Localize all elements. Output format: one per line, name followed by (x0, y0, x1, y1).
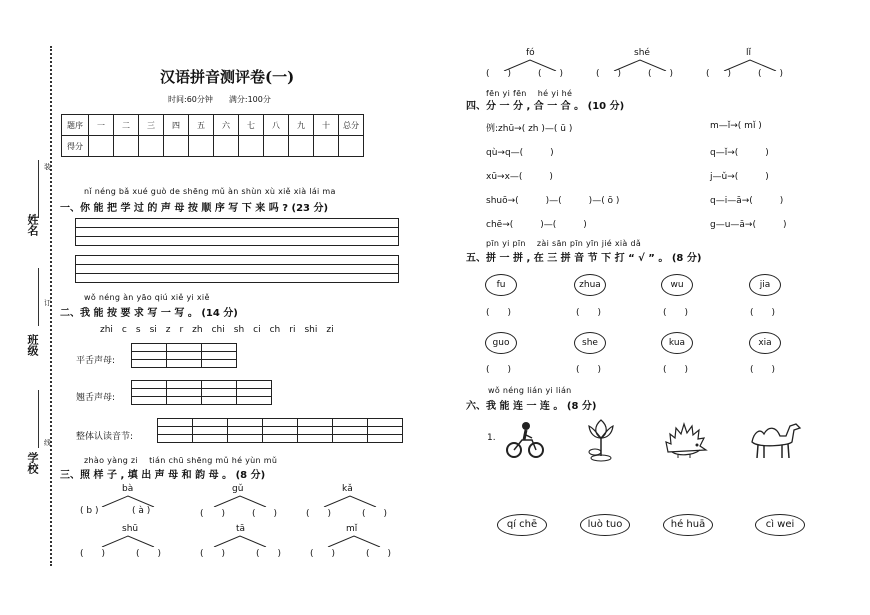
q4-right-item[interactable]: j—ǔ→( ) (710, 172, 769, 182)
q4-right-item[interactable]: q—ǐ→( ) (710, 148, 769, 158)
q4-left-item[interactable]: shuō→( )—( )—( ō ) (486, 196, 620, 206)
q3-pinyin: zhào yàng zi tián chū shēng mǔ hé yùn mǔ (84, 456, 278, 465)
syllable-oval: guo (485, 332, 517, 354)
tree-syllable: kǎ (342, 484, 353, 494)
check-box[interactable]: ( ) (750, 308, 776, 318)
q4-pinyin: fēn yi fēn hé yi hé (486, 89, 573, 98)
score-cell: 二 (114, 115, 139, 136)
split-tree (596, 48, 692, 82)
score-cell: 题序 (62, 115, 89, 136)
exam-info: 时间:60分钟 满分:100分 (168, 95, 271, 104)
q6-pinyin: wǒ néng lián yi lián (488, 386, 572, 395)
q4-heading: 四、分 一 分 , 合 一 合 。 (10 分) (466, 101, 625, 112)
check-box[interactable]: ( ) (486, 365, 512, 375)
tree-right-box[interactable]: ( ) (256, 549, 282, 559)
bicycle-rider-icon (504, 420, 546, 460)
tree-left-box[interactable]: ( b ) (80, 506, 99, 516)
tree-syllable: mǐ (346, 524, 358, 534)
tree-left-box[interactable]: ( ) (706, 69, 732, 79)
school-label: 学校 (26, 452, 39, 474)
score-input-cell[interactable] (239, 136, 264, 157)
q1-pinyin: nǐ néng bǎ xué guò de shēng mǔ àn shùn xù xiě xià lái ma (84, 187, 336, 196)
flat-tongue-label: 平舌声母: (76, 356, 116, 366)
q4-right-item: m—ǐ→( mǐ ) (710, 121, 762, 131)
score-cell: 六 (214, 115, 239, 136)
check-box[interactable]: ( ) (663, 365, 689, 375)
score-input-cell[interactable] (339, 136, 364, 157)
tree-syllable: lǐ (746, 48, 752, 58)
class-label: 班级 (26, 334, 39, 356)
word-oval[interactable]: luò tuo (580, 514, 630, 536)
tree-right-box[interactable]: ( à ) (132, 506, 151, 516)
q4-left-item: 例:zhū→( zh )—( ū ) (486, 124, 573, 134)
split-tree (80, 524, 176, 558)
tree-left-box[interactable]: ( ) (200, 549, 226, 559)
score-cell: 八 (264, 115, 289, 136)
score-cell: 七 (239, 115, 264, 136)
split-tree (80, 484, 176, 518)
tree-left-box[interactable]: ( ) (80, 549, 106, 559)
tree-left-box[interactable]: ( ) (486, 69, 512, 79)
tree-syllable: tā (236, 524, 246, 534)
score-input-cell[interactable] (139, 136, 164, 157)
tree-right-box[interactable]: ( ) (136, 549, 162, 559)
syllable-oval: wu (661, 274, 693, 296)
score-cell: 三 (139, 115, 164, 136)
score-input-cell[interactable] (289, 136, 314, 157)
syllable-oval: xia (749, 332, 781, 354)
word-oval[interactable]: qí chē (497, 514, 547, 536)
name-write-line[interactable] (38, 160, 39, 218)
syllable-oval: jia (749, 274, 781, 296)
score-input-cell[interactable] (89, 136, 114, 157)
tree-right-box[interactable]: ( ) (538, 69, 564, 79)
curled-tongue-label: 翘舌声母: (76, 393, 116, 403)
q5-heading: 五、拼 一 拼 , 在 三 拼 音 节 下 打 “ √ ” 。 (8 分) (466, 253, 702, 264)
syllable-oval: she (574, 332, 606, 354)
syllable-oval: kua (661, 332, 693, 354)
q4-left-item[interactable]: xū→x—( ) (486, 172, 553, 182)
split-tree (706, 48, 802, 82)
writing-lines-2[interactable] (75, 255, 399, 283)
split-tree (306, 484, 402, 518)
q2-pinyin: wǒ néng àn yāo qiú xiě yi xiě (84, 293, 210, 302)
check-box[interactable]: ( ) (750, 365, 776, 375)
binding-mark-mid: 订 (44, 299, 51, 307)
tree-right-box[interactable]: ( ) (366, 549, 392, 559)
tree-left-box[interactable]: ( ) (200, 509, 226, 519)
score-table-header-row (62, 115, 364, 136)
score-input-cell[interactable] (164, 136, 189, 157)
q5-pinyin: pīn yi pīn zài sān pīn yīn jié xià dǎ (486, 239, 642, 248)
tree-left-box[interactable]: ( ) (310, 549, 336, 559)
lotus-flower-icon (584, 416, 618, 462)
word-oval[interactable]: hé huā (663, 514, 713, 536)
check-box[interactable]: ( ) (576, 308, 602, 318)
whole-syllable-label: 整体认读音节: (76, 432, 134, 442)
tree-right-box[interactable]: ( ) (758, 69, 784, 79)
q4-right-item[interactable]: g—u—ā→( ) (710, 220, 787, 230)
score-cell: 十 (314, 115, 339, 136)
check-box[interactable]: ( ) (576, 365, 602, 375)
split-tree (200, 524, 296, 558)
q2-syllable-list: zhi c s si z r zh chi sh ci ch ri shi zi (100, 325, 334, 335)
tree-left-box[interactable]: ( ) (306, 509, 332, 519)
tree-right-box[interactable]: ( ) (362, 509, 388, 519)
score-table (61, 114, 364, 157)
check-box[interactable]: ( ) (663, 308, 689, 318)
score-input-cell[interactable] (214, 136, 239, 157)
tree-right-box[interactable]: ( ) (648, 69, 674, 79)
hedgehog-icon (662, 418, 708, 460)
q2-heading: 二、我 能 按 要 求 写 一 写 。 (14 分) (60, 308, 238, 319)
q6-heading: 六、我 能 连 一 连 。 (8 分) (466, 401, 597, 412)
page-title: 汉语拼音测评卷(一) (160, 68, 295, 86)
writing-lines-1[interactable] (75, 218, 399, 246)
tree-syllable: bà (122, 484, 134, 494)
school-write-line[interactable] (38, 390, 39, 448)
tree-syllable: gǔ (232, 484, 244, 494)
split-tree (486, 48, 582, 82)
score-input-cell[interactable] (114, 136, 139, 157)
split-tree (310, 524, 406, 558)
score-input-cell[interactable] (189, 136, 214, 157)
camel-icon (748, 418, 804, 460)
class-write-line[interactable] (38, 268, 39, 326)
tree-syllable: shū (122, 524, 139, 534)
q3-heading: 三、照 样 子 , 填 出 声 母 和 韵 母 。 (8 分) (60, 470, 266, 481)
score-cell: 总分 (339, 115, 364, 136)
curled-tongue-grid[interactable] (131, 380, 272, 405)
score-cell: 得分 (62, 136, 89, 157)
score-input-cell[interactable] (264, 136, 289, 157)
score-cell: 五 (189, 115, 214, 136)
name-label: 姓名 (26, 214, 39, 236)
q4-right-item[interactable]: q—i—ā→( ) (710, 196, 784, 206)
score-cell: 一 (89, 115, 114, 136)
q4-left-item[interactable]: qù→q—( ) (486, 148, 554, 158)
tree-syllable: fó (526, 48, 535, 58)
score-cell: 四 (164, 115, 189, 136)
binding-mark-top: 装 (44, 163, 51, 171)
score-table-score-row (62, 136, 364, 157)
score-input-cell[interactable] (314, 136, 339, 157)
tree-syllable: shé (634, 48, 650, 58)
syllable-oval: zhua (574, 274, 606, 296)
tree-left-box[interactable]: ( ) (596, 69, 622, 79)
split-tree (200, 484, 296, 518)
check-box[interactable]: ( ) (486, 308, 512, 318)
whole-syllable-grid[interactable] (157, 418, 403, 443)
flat-tongue-grid[interactable] (131, 343, 237, 368)
tree-right-box[interactable]: ( ) (252, 509, 278, 519)
syllable-oval: fu (485, 274, 517, 296)
q1-heading: 一、你 能 把 学 过 的 声 母 按 顺 序 写 下 来 吗 ? (23 分) (60, 203, 329, 214)
item-number: 1. (487, 433, 496, 443)
q4-left-item[interactable]: chē→( )—( ) (486, 220, 587, 230)
score-cell: 九 (289, 115, 314, 136)
word-oval[interactable]: cì wei (755, 514, 805, 536)
binding-mark-bot: 线 (44, 439, 51, 447)
